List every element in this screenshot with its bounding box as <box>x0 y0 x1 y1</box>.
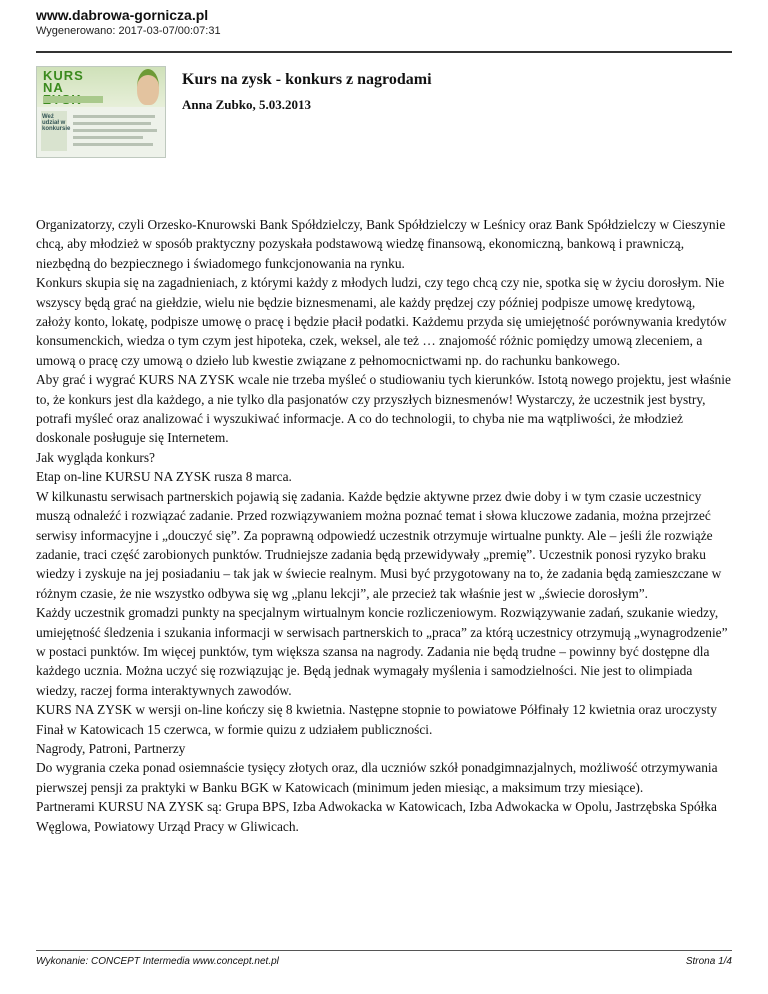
thumbnail-character <box>137 69 159 105</box>
article-paragraph: Etap on-line KURSU NA ZYSK rusza 8 marca. <box>36 469 292 485</box>
article-paragraph: KURS NA ZYSK w wersji on-line kończy się 8 kwietnia. Następne stopnie to powiatowe Półfinały 12 kwietnia oraz uroczysty Finał w Katowicach 15 czerwca, w formie quizu z udziałem publiczności. <box>36 702 717 737</box>
thumbnail-text-line <box>73 136 143 139</box>
thumbnail-text-line <box>73 122 151 125</box>
site-url: www.dabrowa-gornicza.pl <box>36 7 209 23</box>
thumbnail-logo: KURS NA <box>43 68 84 95</box>
article-title: Kurs na zysk - konkurs z nagrodami <box>182 71 432 88</box>
header-divider <box>36 51 732 53</box>
article-paragraph: Do wygrania czeka ponad osiemnaście tysięcy złotych oraz, dla uczniów szkół ponadgimnazjalnych, możliwość otrzymywania pierwszej pensji za praktyki w Banku BGK w Katowicach (minimum jeden miesiąc, a maksimum trzy miesiące). <box>36 760 718 795</box>
thumbnail-text-line <box>73 143 153 146</box>
article-paragraph: Konkurs skupia się na zagadnieniach, z którymi każdy z młodych ludzi, czy tego chcą czy nie, spotka się w życiu dorosłym. Nie wszyscy będą grać na giełdzie, wielu nie będzie biznesmenami, ale każdy prędzej czy później podpisze umowę kredytową, założy konto, lokatę, podpisze umowę o pracę i będzie płacił podatki. Każdemu przyda się umiejętność porównywania kredytów konsumenckich, wiedza o tym czym jest hipoteka, czek, weksel, ale też … znajomość różnic pomiędzy umową zleceniem, a umową o pracę czy umową o dzieło lub kwestie związane z pełnomocnictwami np. do rachunku bankowego. <box>36 275 727 368</box>
article-thumbnail <box>36 66 166 158</box>
thumbnail-side-text: Weź udział w konkursie <box>42 114 71 132</box>
article-paragraph: Każdy uczestnik gromadzi punkty na specjalnym wirtualnym koncie rozliczeniowym. Rozwiązywanie zadań, szukanie wiedzy, umiejętność śledzenia i szukania informacji w serwisach partnerskich to „praca” za którą uczestnicy otrzymują „wynagrodzenie” w postaci punktów. Im więcej punktów, tym większa szansa na nagrody. Zadania nie będą trudne – powinny być dostępne dla każdego ucznia. Można uczyć się rozwiązując je. Będą jednak wymagały myślenia i samodzielności. Nie jest to olimpiada wiedzy, raczej forma interaktywnych zawodów. <box>36 605 728 698</box>
generated-timestamp: Wygenerowano: 2017-03-07/00:07:31 <box>36 25 221 37</box>
thumbnail-text-line <box>73 115 155 118</box>
article-subheading: Jak wygląda konkurs? <box>36 449 155 465</box>
article-body <box>36 215 732 836</box>
thumbnail-strip <box>43 96 103 103</box>
footer-credit: Wykonanie: CONCEPT Intermedia www.concept.net.pl <box>36 956 279 967</box>
article-paragraph: Organizatorzy, czyli Orzesko-Knurowski Bank Spółdzielczy, Bank Spółdzielczy w Leśnicy oraz Bank Spółdzielczy w Cieszynie chcą, aby młodzież w sposób praktyczny pozyskała podstawową wiedzę finansową, ekonomiczną, bankową i prawniczą, niezbędną do bezpiecznego i świadomego funkcjonowania na rynku. <box>36 217 726 271</box>
page-number: Strona 1/4 <box>685 956 732 967</box>
article-subheading: Nagrody, Patroni, Partnerzy <box>36 740 186 756</box>
article-paragraph: Aby grać i wygrać KURS NA ZYSK wcale nie trzeba myśleć o studiowaniu tych kierunków. Istotą nowego projektu, jest właśnie to, że konkurs jest dla każdego, a nie tylko dla pasjonatów czy przyszłych biznesmenów! Wystarczy, że uczestnik jest bystry, potrafi myśleć oraz analizować i wyszukiwać informacje. A co do technologii, to chyba nie ma wątpliwości, że młodzież doskonale posługuje się Internetem. <box>36 372 731 446</box>
article-author-date: Anna Zubko, 5.03.2013 <box>182 97 311 112</box>
article-paragraph: W kilkunastu serwisach partnerskich pojawią się zadania. Każde będzie aktywne przez dwie doby i w tym czasie uczestnicy muszą odnaleźć i rozwiązać zadanie. Przed rozwiązywaniem można poznać temat i słowa kluczowe zadania, można przejrzeć serwisy informacyjne i „douczyć się”. Za poprawną odpowiedź uczestnik otrzymuje wirtualne punkty. Ale – jeśli źle rozwiąże zadanie, traci część zarobionych punktów. Trudniejsze zadania będą przewidywały „premię”. Uczestnik ponosi ryzyko braku wiedzy i zyskuje na jej posiadaniu – tak jak w świecie realnym. Musi być przygotowany na to, że zadania będą zamieszczane w różnym czasie, że nie wszystko odbywa się wg „planu lekcji”, ale przecież tak właśnie jest w „świecie dorosłym”. <box>36 488 722 601</box>
site-header <box>36 6 732 38</box>
thumbnail-text-line <box>73 129 157 132</box>
article-paragraph: Partnerami KURSU NA ZYSK są: Grupa BPS, Izba Adwokacka w Katowicach, Izba Adwokacka w Opolu, Jastrzębska Spółka Węglowa, Powiatowy Urząd Pracy w Gliwicach. <box>36 799 717 834</box>
footer-divider <box>36 950 732 951</box>
